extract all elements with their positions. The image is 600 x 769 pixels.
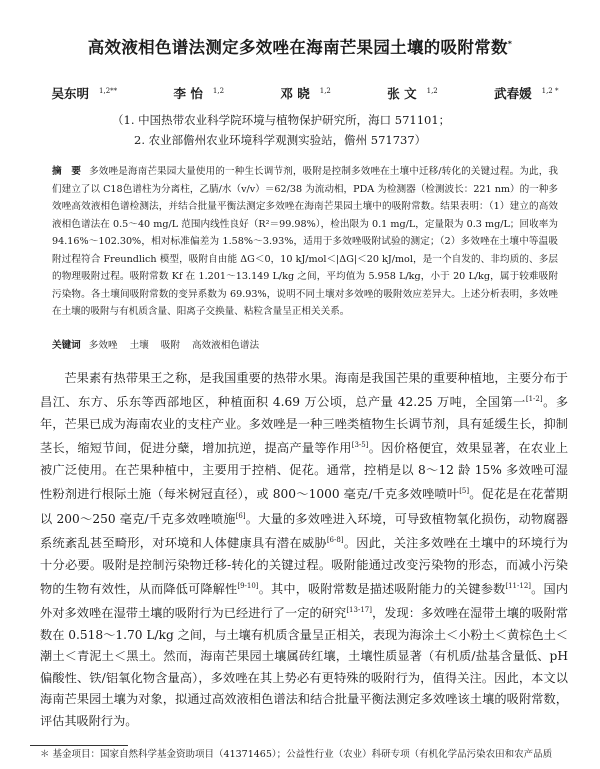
- author: [270, 86, 331, 101]
- author-affil-mark: 1,2: [426, 86, 438, 95]
- abstract-text: 多效唑是海南芒果园大量使用的一种生长调节剂，吸附是控制多效唑在土壤中迁移/转化的关键过程。为此，我们建立了以 C18色谱柱为分离柱，乙腈/水（v/v）＝62/38 为流动相，PDA 为检测器（检测波长：221 nm）的一种多效唑高效液相色谱检测法，并结合批量平衡法测定多效唑在海南芒果园土壤中的吸附常数。结果表明：（1）建立的高效液相色谱法在 0.5～40 mg/L 范围内线性良好（R²＝99.98%），检出限为 0.1 mg/L，定量限为 0.3 mg/L；回收率为 94.16%～102.30%，相对标准偏差为 1.58%～3.93%，适用于多效唑吸附试验的测定；（2）多效唑在土壤中等温吸附过程符合 Freundlich 模型，吸附自由能 ΔG＜0，10 kJ/mol＜|ΔG|＜20 kJ/mol，是一个自发的、非均质的、多层的物理吸附过程。吸附常数 Kf 在 1.201～13.149 L/kg 之间，平均值为 5.958 L/kg，小于 20 L/kg，属于较难吸附污染物。各土壤间吸附常数的变异系数为 69.93%，说明不同土壤对多效唑的吸附效应差异大。上述分析表明，多效唑在土壤的吸附与有机质含量、阳离子交换量、粘粒含量呈正相关关系。: [52, 166, 559, 317]
- affiliations: [112, 110, 450, 150]
- footnote-divider: [30, 745, 128, 746]
- title-footnote-mark: *: [507, 39, 513, 49]
- citation: [13-17]: [346, 606, 372, 615]
- keyword: 土壤: [129, 340, 149, 351]
- author: [42, 86, 118, 101]
- author-affil-mark: 1,2: [212, 86, 225, 95]
- keyword: 高效液相色谱法: [191, 340, 260, 351]
- body-text: 。促花是在花蕾期以 200～250 毫克/千克多效唑喷施: [40, 487, 568, 526]
- author: [377, 86, 438, 101]
- body-paragraph: [40, 368, 568, 732]
- author: [164, 86, 225, 101]
- keyword: 吸附: [160, 340, 180, 351]
- citation: [6]: [235, 511, 246, 520]
- abstract: [52, 163, 558, 321]
- citation: [3-5]: [351, 441, 369, 450]
- author-name: 吴东明: [51, 86, 90, 101]
- keywords: [52, 338, 558, 354]
- author-list: [0, 84, 600, 102]
- body-text: 。因此，关注多效唑在土壤中的环境行为十分必要。吸附是控制污染物迁移-转化的关键过程。吸附能通过改变污染物的形态，而减小污染物的生物有效性，从而降低可降解性: [40, 536, 569, 597]
- citation: [5]: [459, 487, 470, 496]
- citation: [1-2]: [525, 395, 543, 404]
- abstract-label: 摘 要: [52, 166, 82, 177]
- paper-title: [0, 34, 600, 58]
- author: [484, 86, 558, 101]
- footnote: ＊ 基金项目：国家自然科学基金资助项目（41371465）；公益性行业（农业）科研专项（有机化学品污染农田和农产品质: [40, 749, 553, 760]
- citation: [9-10]: [237, 581, 259, 590]
- body-text: 。其中，吸附常数是描述吸附能力的关键参数: [258, 582, 506, 597]
- affiliation-line: 2. 农业部儋州农业环境科学观测实验站，儋州 571737）: [134, 133, 427, 147]
- author-name: 李 怡: [173, 86, 203, 101]
- author-affil-mark: 1,2 *: [541, 86, 559, 95]
- body-text: 。国内外对多效唑在湿带土壤的吸附行为已经进行了一定的研究: [40, 582, 569, 621]
- citation: [6-8]: [326, 536, 344, 545]
- body-text: ，发现：多效唑在湿带土壤的吸附常数在 0.518～1.70 L/kg 之间，与土壤有机质含量呈正相关，表现为海涂土＜小粉土＜黄棕色土＜潮土＜青泥土＜黑土。然而，海南芒果园土壤属砖红壤，土壤性质显著（有机质/盐基含量低、pH 偏酸性、铁/铝氧化物含量高），多效唑在其上势必有更特殊的吸附行为，值得关注。因此，本文以海南芒果园土壤为对象，拟通过高效液相色谱法和结合批量平衡法测定多效唑该土壤的吸附常数，评估其吸附行为。: [40, 606, 569, 728]
- body-text: 。多年，芒果已成为海南农业的支柱产业。多效唑是一种三唑类植物生长调节剂，具有延缓生长，抑制茎长，缩短节间，促进分蘖，增加抗逆，提高产量等作用: [40, 395, 569, 456]
- keywords-label: 关键词: [52, 340, 81, 351]
- author-affil-mark: 1,2: [319, 86, 331, 95]
- author-affil-mark: 1,2**: [99, 86, 118, 95]
- author-name: 武春媛: [494, 86, 532, 101]
- body-text: 芒果素有热带果王之称，是我国重要的热带水果。海南是我国芒果的重要种植地，主要分布于昌江、东方、乐东等西部地区，种植面积 4.69 万公顷，总产量 42.25 万吨，全国第一: [40, 371, 568, 410]
- citation: [11-12]: [505, 581, 532, 590]
- author-name: 邓 晓: [280, 86, 310, 101]
- author-name: 张 文: [387, 86, 417, 101]
- body-text: 。大量的多效唑进入环境，可导致植物氧化损伤，动物腐器系统紊乱甚至畸形，对环境和人体健康具有潜在威胁: [40, 511, 569, 551]
- body-text: 。因价格便宜，效果显著，在农业上被广泛使用。在芒果种植中，主要用于控梢、促花。通常，控梢是以 8～12 龄 15% 多效唑可湿性粉剂进行根际土施（每米树冠直径），或 800～1000 毫克/千克多效唑喷叶: [40, 441, 569, 502]
- affiliation-line: （1. 中国热带农业科学院环境与植物保护研究所，海口 571101；: [112, 113, 451, 127]
- title-text: 高效液相色谱法测定多效唑在海南芒果园土壤的吸附常数: [87, 38, 508, 57]
- keyword: 多效唑: [88, 340, 118, 351]
